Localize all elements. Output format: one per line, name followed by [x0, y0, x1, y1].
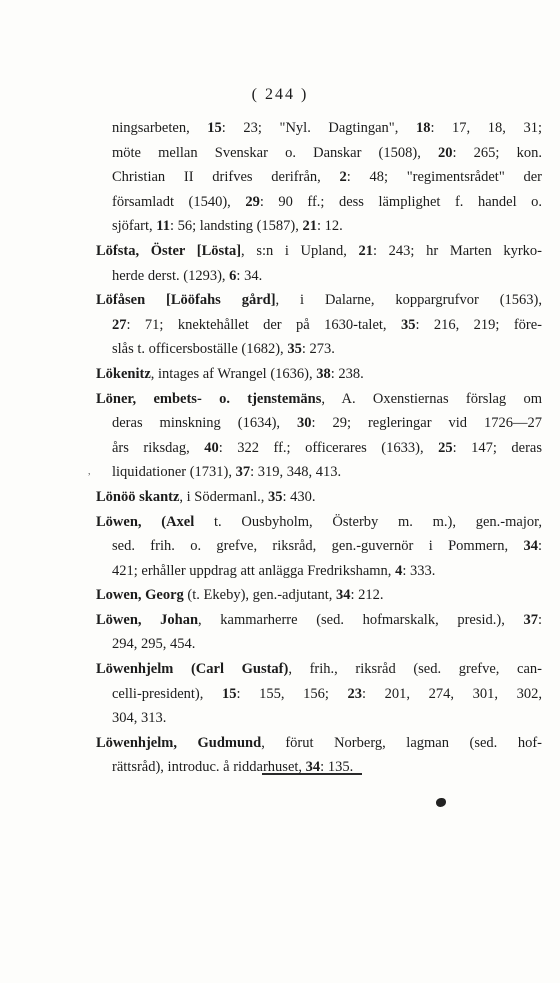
- index-line: sed. frih. o. grefve, riksråd, gen.-guvernör i Pommern, 34:: [112, 538, 542, 555]
- index-line: Löner, embets- o. tjenstemäns, A. Oxenstiernas förslag om: [96, 390, 542, 407]
- ink-blot: [436, 798, 446, 807]
- index-line: rättsråd), introduc. å riddarhuset, 34: 135.: [112, 759, 354, 776]
- index-line: 27: 71; knektehållet der på 1630-talet, 35: 216, 219; före-: [112, 316, 542, 333]
- index-line: Löwen, (Axel t. Ousbyholm, Österby m. m.), gen.-major,: [96, 513, 542, 530]
- index-line: liquidationer (1731), 37: 319, 348, 413.: [112, 464, 342, 481]
- index-line: Lönöö skantz, i Södermanl., 35: 430.: [96, 488, 316, 505]
- index-line: Löfsta, Öster [Lösta], s:n i Upland, 21: 243; hr Marten kyrko-: [96, 242, 542, 259]
- index-entries: [96, 116, 542, 780]
- index-line: ningsarbeten, 15: 23; "Nyl. Dagtingan", 18: 17, 18, 31;: [112, 120, 542, 136]
- index-line: Löwenhjelm, Gudmund, förut Norberg, lagman (sed. hof-: [96, 734, 543, 751]
- index-line: slås t. officersboställe (1682), 35: 273.: [112, 341, 335, 358]
- index-line: Löwenhjelm (Carl Gustaf), frih., riksråd (sed. grefve, can-: [96, 661, 542, 678]
- index-line: deras minskning (1634), 30: 29; regleringar vid 1726—27: [112, 415, 543, 432]
- index-line: herde derst. (1293), 6: 34.: [112, 267, 263, 284]
- index-line: 421; erhåller uppdrag att anlägga Fredrikshamn, 4: 333.: [112, 562, 436, 579]
- index-line: Lowen, Georg (t. Ekeby), gen.-adjutant, 34: 212.: [96, 587, 384, 604]
- index-line: 304, 313.: [112, 710, 167, 727]
- index-line: Löwen, Johan, kammarherre (sed. hofmarskalk, presid.), 37:: [96, 611, 542, 628]
- index-line: församladt (1540), 29: 90 ff.; dess lämplighet f. handel o.: [112, 193, 542, 210]
- end-rule: [262, 773, 362, 775]
- index-line: Löfåsen [Lööfahs gård], i Dalarne, koppargrufvor (1563),: [96, 292, 542, 309]
- margin-mark: ,: [88, 466, 91, 477]
- index-line: Christian II drifves derifrån, 2: 48; "regimentsrådet" der: [112, 169, 542, 186]
- index-line: 294, 295, 454.: [112, 636, 196, 653]
- index-line: möte mellan Svenskar o. Danskar (1508), 20: 265; kon.: [112, 144, 542, 161]
- index-line: celli-president), 15: 155, 156; 23: 201, 274, 301, 302,: [112, 685, 543, 702]
- index-line: års riksdag, 40: 322 ff.; officerares (1633), 25: 147; deras: [112, 439, 543, 456]
- index-line: Lökenitz, intages af Wrangel (1636), 38: 238.: [96, 365, 364, 382]
- page-number: ( 244 ): [251, 86, 309, 103]
- index-line: sjöfart, 11: 56; landsting (1587), 21: 12.: [112, 218, 343, 235]
